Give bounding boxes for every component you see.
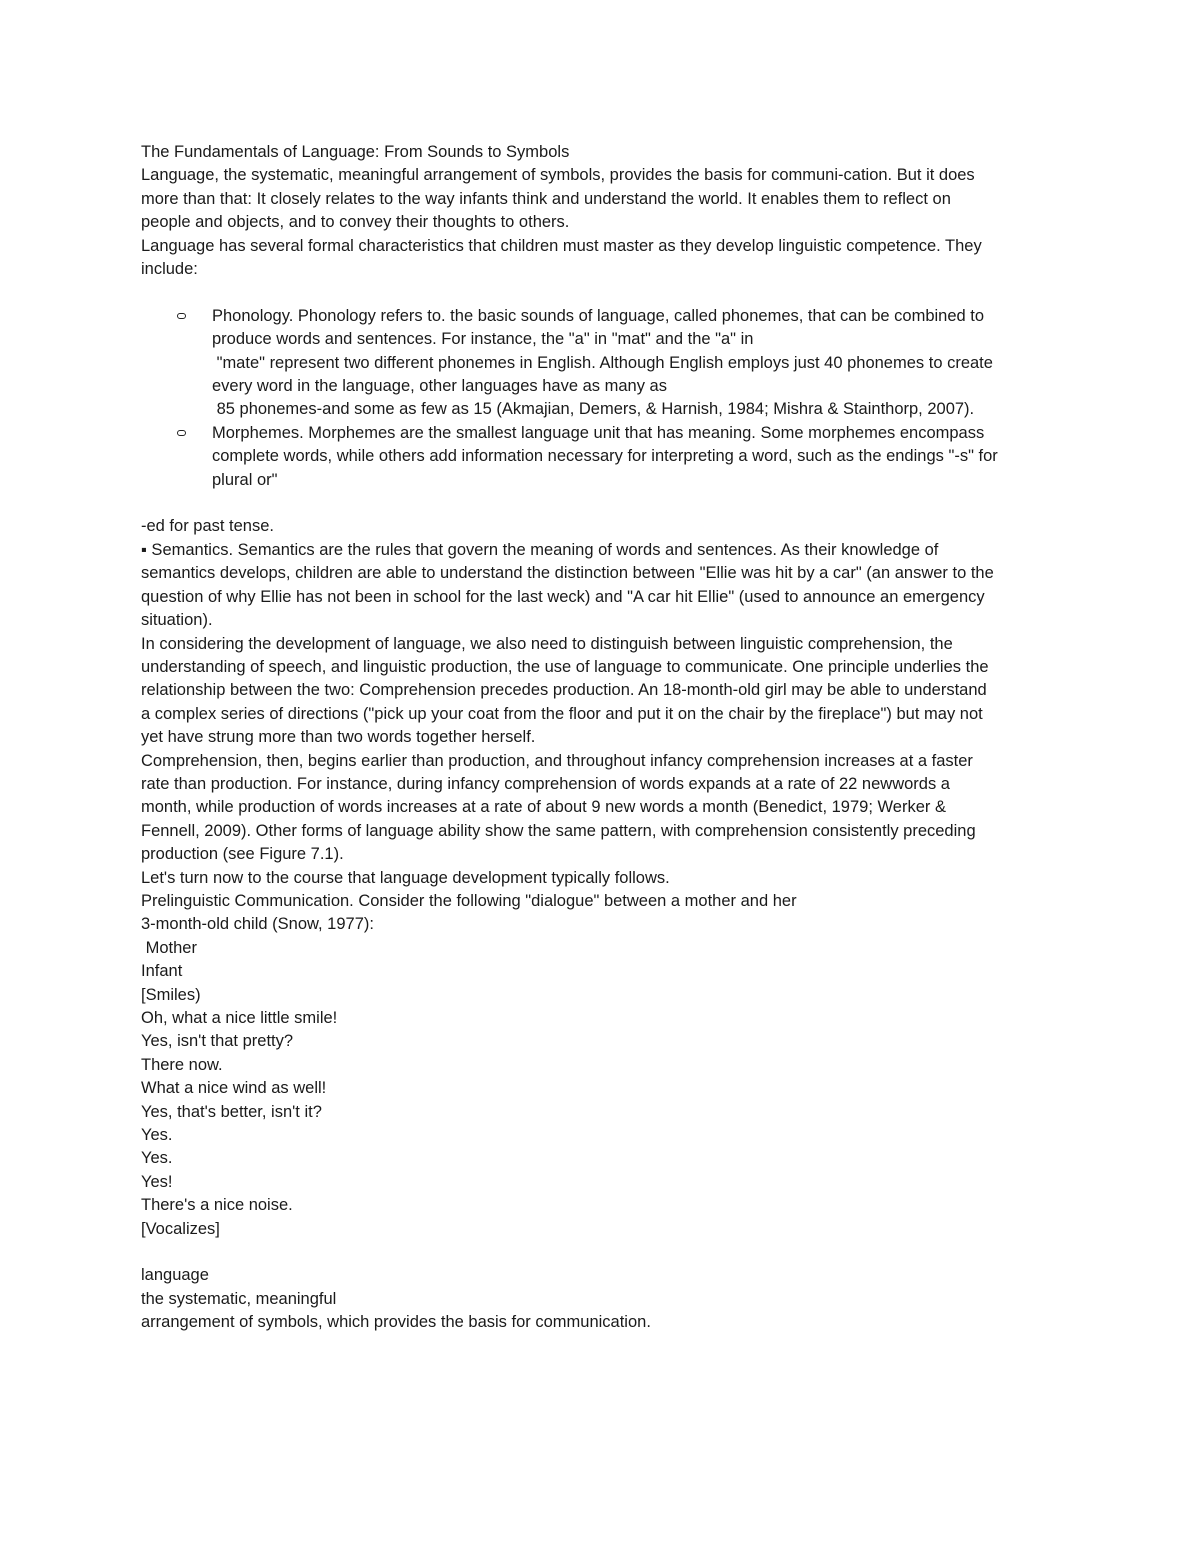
dialogue-line: Yes! [141, 1172, 173, 1191]
text-line: In considering the development of language, we also need to distinguish between linguistic comprehension, the [141, 634, 953, 653]
dialogue-line: Yes. [141, 1149, 173, 1168]
text-line: month, while production of words increases at a rate of about 9 new words a month (Benedict, 1979; Werker & [141, 798, 946, 817]
text-line: people and objects, and to convey their thoughts to others. [141, 213, 570, 232]
text-line: 85 phonemes-and some as few as 15 (Akmajian, Demers, & Harnish, 1984; Mishra & Stainthorp, 2007). [212, 400, 975, 419]
dialogue-line: [Vocalizes] [141, 1219, 220, 1238]
text-line: situation). [141, 611, 213, 630]
glossary-definition: arrangement of symbols, which provides the basis for communication. [141, 1313, 651, 1332]
spacer [141, 1241, 1061, 1264]
dialogue-line: What a nice wind as well! [141, 1079, 327, 1098]
text-line: produce words and sentences. For instance, the "a" in "mat" and the "a" in [212, 330, 754, 349]
text-line: "mate" represent two different phonemes in English. Although English employs just 40 phonemes to create [212, 353, 993, 372]
text-line: Language, the systematic, meaningful arrangement of symbols, provides the basis for communi-cation. But it does [141, 166, 975, 185]
dialogue-line: Oh, what a nice little smile! [141, 1009, 338, 1027]
dialogue-line: There's a nice noise. [141, 1196, 293, 1215]
dialogue-line: Yes, that's better, isn't it? [141, 1102, 322, 1121]
glossary-definition: the systematic, meaningful [141, 1289, 337, 1308]
text-line: Phonology. Phonology refers to. the basic sounds of language, called phonemes, that can be combined to [212, 306, 985, 325]
dialogue-line: Infant [141, 962, 183, 981]
text-line: understanding of speech, and linguistic production, the use of language to communicate. One principle underlies the [141, 657, 989, 676]
text-line: rate than production. For instance, during infancy comprehension of words expands at a rate of 22 newwords a [141, 774, 950, 793]
text-line: include: [141, 260, 198, 279]
text-line: Fennell, 2009). Other forms of language ability show the same pattern, with comprehension consistently preceding [141, 821, 976, 840]
text-line: more than that: It closely relates to the way infants think and understand the world. It enables them to reflect on [141, 189, 951, 208]
dialogue-line: There now. [141, 1055, 223, 1074]
spacer [141, 281, 1061, 304]
text-line: -ed for past tense. [141, 517, 274, 536]
glossary-term: language [141, 1266, 209, 1285]
text-line: plural or" [212, 470, 278, 489]
text-line: 3-month-old child (Snow, 1977): [141, 915, 374, 934]
text-line: semantics develops, children are able to understand the distinction between "Ellie was hit by a car" (an answer to the [141, 564, 994, 583]
text-line: question of why Ellie has not been in school for the last weck) and "A car hit Ellie" (used to announce an emergency [141, 587, 985, 606]
document-title: The Fundamentals of Language: From Sounds to Symbols [141, 143, 570, 161]
text-line: Language has several formal characteristics that children must master as they develop linguistic competence. They [141, 236, 982, 255]
dialogue-line: Yes, isn't that pretty? [141, 1032, 294, 1051]
list-item-phonology [141, 305, 1061, 422]
text-line: ▪ Semantics. Semantics are the rules that govern the meaning of words and sentences. As their knowledge of [141, 540, 939, 559]
text-line: yet have strung more than two words together herself. [141, 728, 536, 747]
dialogue-line: [Smiles) [141, 985, 201, 1004]
list-item-morphemes [141, 422, 1061, 492]
text-line: production (see Figure 7.1). [141, 845, 344, 864]
text-line: Prelinguistic Communication. Consider the following "dialogue" between a mother and her [141, 891, 797, 910]
document-body [141, 141, 1061, 1335]
intro-paragraph [141, 164, 1061, 281]
text-line: a complex series of directions ("pick up your coat from the floor and put it on the chair by the fireplace") but may not [141, 704, 983, 723]
text-line: Let's turn now to the course that language development typically follows. [141, 868, 670, 887]
dialogue-line: Mother [141, 938, 197, 957]
text-line: complete words, while others add information necessary for interpreting a word, such as the endings "-s" for [212, 447, 998, 466]
main-text [141, 515, 1061, 1241]
text-line: every word in the language, other languages have as many as [212, 377, 667, 396]
text-line: Comprehension, then, begins earlier than production, and throughout infancy comprehension increases at a faster [141, 751, 973, 770]
spacer [141, 492, 1061, 515]
characteristics-list [141, 305, 1061, 492]
dialogue-line: Yes. [141, 1126, 173, 1145]
hollow-bullet-icon [177, 430, 186, 436]
hollow-bullet-icon [177, 313, 186, 319]
glossary-note [141, 1264, 1061, 1334]
text-line: relationship between the two: Comprehension precedes production. An 18-month-old girl may be able to understand [141, 681, 987, 700]
text-line: Morphemes. Morphemes are the smallest language unit that has meaning. Some morphemes encompass [212, 423, 985, 442]
